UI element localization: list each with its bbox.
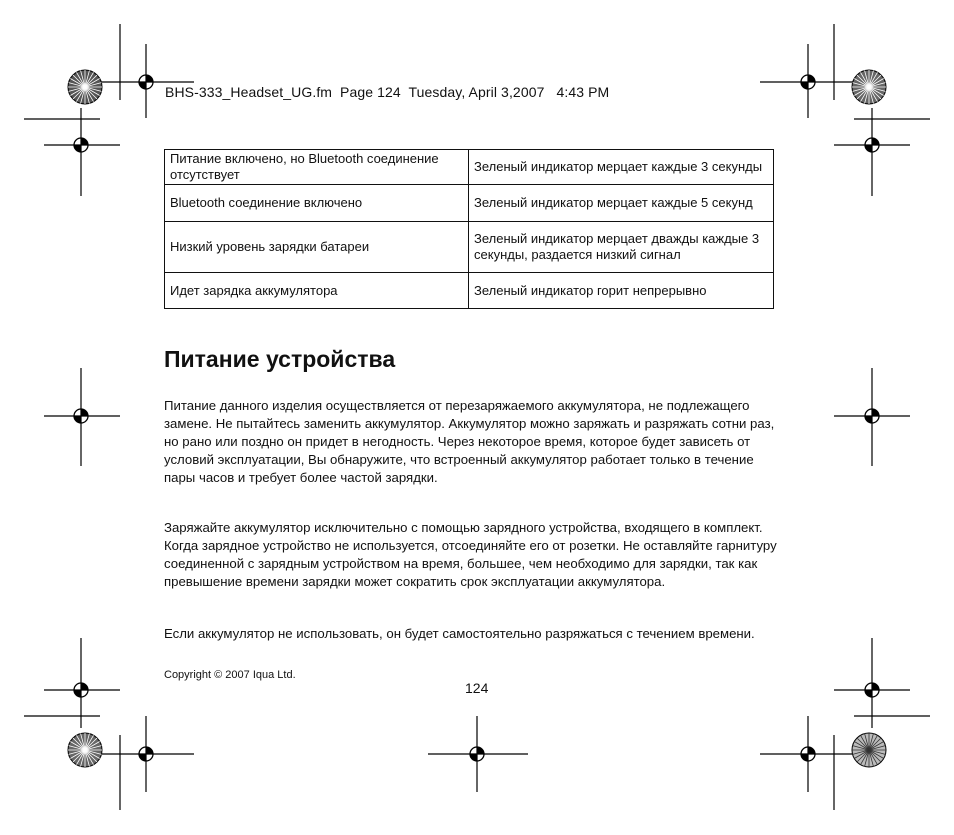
table-row xyxy=(165,150,774,185)
paragraph: Если аккумулятор не использовать, он будет самостоятельно разряжаться с течением времени. xyxy=(164,626,755,641)
table-row xyxy=(165,273,774,309)
indicator-cell: Зеленый индикатор мерцает каждые 5 секунд xyxy=(469,185,774,222)
condition-cell: Питание включено, но Bluetooth соединение отсутствует xyxy=(165,150,469,185)
section-title: Питание устройства xyxy=(164,346,396,372)
table-row xyxy=(165,185,774,222)
paragraph: Заряжайте аккумулятор исключительно с помощью зарядного устройства, входящего в комплект. Когда зарядное устройство не используется, отсоединяйте его от розетки. Не оставляйте гарнитуру соединенной с зарядным устройством на время, большее, чем необходимо для зарядки, так как превышение времени зарядки может сократить срок эксплуатации аккумулятора. xyxy=(164,520,777,590)
copyright: Copyright © 2007 Iqua Ltd. xyxy=(164,669,296,681)
indicator-cell: Зеленый индикатор мерцает каждые 3 секунды xyxy=(469,150,774,185)
condition-cell: Bluetooth соединение включено xyxy=(165,185,469,222)
condition-cell: Низкий уровень зарядки батареи xyxy=(165,222,469,273)
indicator-cell: Зеленый индикатор горит непрерывно xyxy=(469,273,774,309)
indicator-cell: Зеленый индикатор мерцает дважды каждые 3 секунды, раздается низкий сигнал xyxy=(469,222,774,273)
running-head: BHS-333_Headset_UG.fm Page 124 Tuesday, April 3,2007 4:43 PM xyxy=(165,84,610,100)
page-number: 124 xyxy=(465,680,489,696)
condition-cell: Идет зарядка аккумулятора xyxy=(165,273,469,309)
table-row xyxy=(165,222,774,273)
indicator-status-table xyxy=(164,149,774,309)
paragraph: Питание данного изделия осуществляется от перезаряжаемого аккумулятора, не подлежащего замене. Не пытайтесь заменить аккумулятор. Аккумулятор можно заряжать и разряжать сотни раз, но рано или поздно он придет в негодность. Через некоторое время, которое будет зависеть от условий эксплуатации, Вы обнаружите, что встроенный аккумулятор работает только в течение пары часов и требует более частой зарядки. xyxy=(164,398,775,486)
